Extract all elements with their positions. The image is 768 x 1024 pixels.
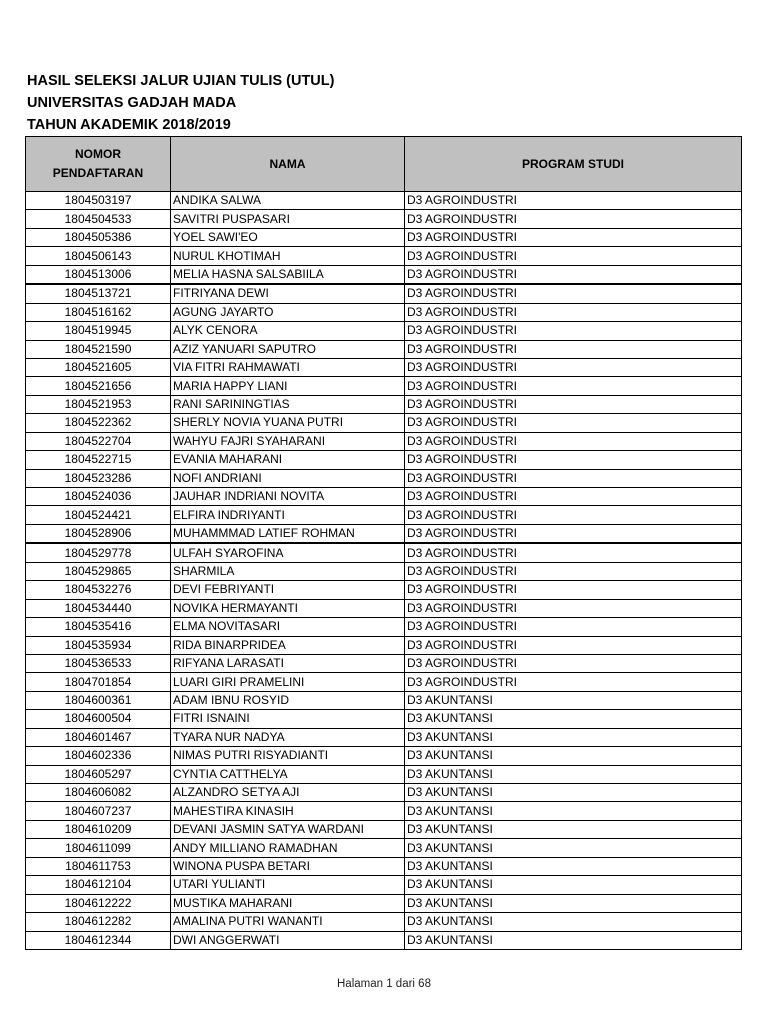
table-row: [26, 432, 742, 450]
cell-nama: VIA FITRI RAHMAWATI: [171, 358, 405, 376]
table-row: [26, 784, 742, 802]
cell-nomor-pendaftaran: 1804611099: [26, 839, 171, 857]
cell-nomor-pendaftaran: 1804600361: [26, 691, 171, 709]
cell-program-studi: D3 AGROINDUSTRI: [405, 432, 742, 450]
cell-nama: NURUL KHOTIMAH: [171, 247, 405, 265]
cell-program-studi: D3 AGROINDUSTRI: [405, 265, 742, 284]
cell-program-studi: D3 AGROINDUSTRI: [405, 414, 742, 432]
table-row: [26, 228, 742, 246]
table-row: [26, 377, 742, 395]
table-row: [26, 265, 742, 284]
cell-nomor-pendaftaran: 1804519945: [26, 322, 171, 340]
table-row: [26, 340, 742, 358]
cell-nama: DEVI FEBRIYANTI: [171, 581, 405, 599]
cell-nama: WAHYU FAJRI SYAHARANI: [171, 432, 405, 450]
table-row: [26, 469, 742, 487]
table-row: [26, 710, 742, 728]
cell-program-studi: D3 AKUNTANSI: [405, 876, 742, 894]
table-row: [26, 857, 742, 875]
cell-program-studi: D3 AKUNTANSI: [405, 691, 742, 709]
cell-nama: LUARI GIRI PRAMELINI: [171, 673, 405, 691]
cell-nomor-pendaftaran: 1804513721: [26, 284, 171, 303]
cell-nama: NIMAS PUTRI RISYADIANTI: [171, 747, 405, 765]
cell-program-studi: D3 AKUNTANSI: [405, 710, 742, 728]
table-row: [26, 931, 742, 949]
table-row: [26, 618, 742, 636]
cell-program-studi: D3 AKUNTANSI: [405, 857, 742, 875]
table-row: [26, 488, 742, 506]
table-row: [26, 599, 742, 617]
cell-nama: ELMA NOVITASARI: [171, 618, 405, 636]
table-row: [26, 802, 742, 820]
cell-nomor-pendaftaran: 1804516162: [26, 303, 171, 321]
cell-program-studi: D3 AGROINDUSTRI: [405, 654, 742, 672]
cell-nomor-pendaftaran: 1804612104: [26, 876, 171, 894]
cell-nama: CYNTIA CATTHELYA: [171, 765, 405, 783]
cell-nama: RIFYANA LARASATI: [171, 654, 405, 672]
table-row: [26, 728, 742, 746]
table-row: [26, 562, 742, 580]
cell-program-studi: D3 AGROINDUSTRI: [405, 210, 742, 228]
cell-nama: AMALINA PUTRI WANANTI: [171, 913, 405, 931]
table-row: [26, 636, 742, 654]
cell-program-studi: D3 AKUNTANSI: [405, 784, 742, 802]
cell-program-studi: D3 AGROINDUSTRI: [405, 673, 742, 691]
table-row: [26, 210, 742, 228]
table-row: [26, 247, 742, 265]
cell-program-studi: D3 AGROINDUSTRI: [405, 322, 742, 340]
cell-program-studi: D3 AKUNTANSI: [405, 913, 742, 931]
cell-nama: EVANIA MAHARANI: [171, 451, 405, 469]
cell-nama: SAVITRI PUSPASARI: [171, 210, 405, 228]
cell-program-studi: D3 AKUNTANSI: [405, 839, 742, 857]
cell-nama: ULFAH SYAROFINA: [171, 543, 405, 562]
cell-nomor-pendaftaran: 1804612222: [26, 894, 171, 912]
table-row: [26, 581, 742, 599]
cell-nomor-pendaftaran: 1804611753: [26, 857, 171, 875]
cell-nama: ANDY MILLIANO RAMADHAN: [171, 839, 405, 857]
cell-program-studi: D3 AGROINDUSTRI: [405, 543, 742, 562]
cell-nomor-pendaftaran: 1804610209: [26, 820, 171, 838]
cell-program-studi: D3 AGROINDUSTRI: [405, 469, 742, 487]
column-header-nomor: NOMOR PENDAFTARAN: [26, 137, 171, 192]
cell-nomor-pendaftaran: 1804701854: [26, 673, 171, 691]
table-row: [26, 322, 742, 340]
cell-nama: MUHAMMMAD LATIEF ROHMAN: [171, 524, 405, 543]
cell-nama: ANDIKA SALWA: [171, 192, 405, 210]
cell-program-studi: D3 AGROINDUSTRI: [405, 599, 742, 617]
cell-nomor-pendaftaran: 1804513006: [26, 265, 171, 284]
cell-program-studi: D3 AGROINDUSTRI: [405, 340, 742, 358]
table-row: [26, 192, 742, 210]
cell-nama: WINONA PUSPA BETARI: [171, 857, 405, 875]
cell-nomor-pendaftaran: 1804529778: [26, 543, 171, 562]
cell-nomor-pendaftaran: 1804528906: [26, 524, 171, 543]
cell-program-studi: D3 AGROINDUSTRI: [405, 488, 742, 506]
cell-nomor-pendaftaran: 1804602336: [26, 747, 171, 765]
document-title-block: [27, 70, 747, 136]
cell-program-studi: D3 AGROINDUSTRI: [405, 618, 742, 636]
cell-nama: ADAM IBNU ROSYID: [171, 691, 405, 709]
cell-program-studi: D3 AGROINDUSTRI: [405, 377, 742, 395]
cell-nomor-pendaftaran: 1804521605: [26, 358, 171, 376]
table-row: [26, 894, 742, 912]
cell-program-studi: D3 AGROINDUSTRI: [405, 247, 742, 265]
cell-nomor-pendaftaran: 1804534440: [26, 599, 171, 617]
title-line-3: TAHUN AKADEMIK 2018/2019: [27, 117, 231, 133]
cell-nama: ALZANDRO SETYA AJI: [171, 784, 405, 802]
cell-nama: ALYK CENORA: [171, 322, 405, 340]
cell-nama: FITRIYANA DEWI: [171, 284, 405, 303]
table-row: [26, 524, 742, 543]
cell-nomor-pendaftaran: 1804601467: [26, 728, 171, 746]
cell-nama: NOVIKA HERMAYANTI: [171, 599, 405, 617]
cell-program-studi: D3 AKUNTANSI: [405, 931, 742, 949]
cell-nomor-pendaftaran: 1804521953: [26, 395, 171, 413]
cell-program-studi: D3 AGROINDUSTRI: [405, 506, 742, 524]
cell-nomor-pendaftaran: 1804521656: [26, 377, 171, 395]
table-row: [26, 820, 742, 838]
cell-nomor-pendaftaran: 1804536533: [26, 654, 171, 672]
cell-nomor-pendaftaran: 1804503197: [26, 192, 171, 210]
cell-nama: MAHESTIRA KINASIH: [171, 802, 405, 820]
cell-program-studi: D3 AKUNTANSI: [405, 802, 742, 820]
column-header-program-studi: PROGRAM STUDI: [405, 137, 742, 192]
title-line-1: HASIL SELEKSI JALUR UJIAN TULIS (UTUL): [27, 73, 335, 89]
cell-program-studi: D3 AGROINDUSTRI: [405, 358, 742, 376]
table-header-row: [26, 137, 742, 192]
table-row: [26, 691, 742, 709]
cell-nama: AGUNG JAYARTO: [171, 303, 405, 321]
cell-nomor-pendaftaran: 1804606082: [26, 784, 171, 802]
results-table: [25, 136, 742, 950]
cell-nama: NOFI ANDRIANI: [171, 469, 405, 487]
cell-program-studi: D3 AGROINDUSTRI: [405, 284, 742, 303]
cell-nomor-pendaftaran: 1804600504: [26, 710, 171, 728]
cell-nama: MUSTIKA MAHARANI: [171, 894, 405, 912]
cell-nomor-pendaftaran: 1804522362: [26, 414, 171, 432]
page-number: Halaman 1 dari 68: [337, 978, 431, 990]
cell-nama: DEVANI JASMIN SATYA WARDANI: [171, 820, 405, 838]
cell-program-studi: D3 AKUNTANSI: [405, 728, 742, 746]
cell-nomor-pendaftaran: 1804529865: [26, 562, 171, 580]
cell-nama: SHERLY NOVIA YUANA PUTRI: [171, 414, 405, 432]
table-row: [26, 303, 742, 321]
cell-nomor-pendaftaran: 1804532276: [26, 581, 171, 599]
cell-program-studi: D3 AGROINDUSTRI: [405, 395, 742, 413]
cell-nama: ELFIRA INDRIYANTI: [171, 506, 405, 524]
cell-program-studi: D3 AGROINDUSTRI: [405, 303, 742, 321]
cell-nama: SHARMILA: [171, 562, 405, 580]
cell-nama: JAUHAR INDRIANI NOVITA: [171, 488, 405, 506]
cell-nama: MELIA HASNA SALSABIILA: [171, 265, 405, 284]
cell-nama: AZIZ YANUARI SAPUTRO: [171, 340, 405, 358]
cell-nomor-pendaftaran: 1804524421: [26, 506, 171, 524]
cell-program-studi: D3 AGROINDUSTRI: [405, 451, 742, 469]
table-row: [26, 414, 742, 432]
cell-nomor-pendaftaran: 1804524036: [26, 488, 171, 506]
cell-nomor-pendaftaran: 1804521590: [26, 340, 171, 358]
cell-nomor-pendaftaran: 1804612344: [26, 931, 171, 949]
cell-program-studi: D3 AKUNTANSI: [405, 765, 742, 783]
cell-program-studi: D3 AKUNTANSI: [405, 820, 742, 838]
cell-nomor-pendaftaran: 1804504533: [26, 210, 171, 228]
cell-nomor-pendaftaran: 1804522704: [26, 432, 171, 450]
cell-nomor-pendaftaran: 1804522715: [26, 451, 171, 469]
cell-nama: YOEL SAWI'EO: [171, 228, 405, 246]
cell-program-studi: D3 AKUNTANSI: [405, 747, 742, 765]
title-line-2: UNIVERSITAS GADJAH MADA: [27, 95, 237, 111]
cell-program-studi: D3 AGROINDUSTRI: [405, 581, 742, 599]
table-row: [26, 876, 742, 894]
cell-nama: RIDA BINARPRIDEA: [171, 636, 405, 654]
cell-nomor-pendaftaran: 1804605297: [26, 765, 171, 783]
cell-program-studi: D3 AGROINDUSTRI: [405, 192, 742, 210]
cell-program-studi: D3 AGROINDUSTRI: [405, 228, 742, 246]
cell-nomor-pendaftaran: 1804535416: [26, 618, 171, 636]
table-row: [26, 543, 742, 562]
table-row: [26, 673, 742, 691]
cell-nama: DWI ANGGERWATI: [171, 931, 405, 949]
table-row: [26, 747, 742, 765]
table-row: [26, 654, 742, 672]
table-row: [26, 358, 742, 376]
table-row: [26, 913, 742, 931]
cell-nomor-pendaftaran: 1804607237: [26, 802, 171, 820]
cell-nomor-pendaftaran: 1804612282: [26, 913, 171, 931]
table-row: [26, 451, 742, 469]
cell-nama: RANI SARININGTIAS: [171, 395, 405, 413]
table-row: [26, 765, 742, 783]
cell-nama: UTARI YULIANTI: [171, 876, 405, 894]
cell-nama: MARIA HAPPY LIANI: [171, 377, 405, 395]
cell-nomor-pendaftaran: 1804535934: [26, 636, 171, 654]
cell-program-studi: D3 AKUNTANSI: [405, 894, 742, 912]
cell-nomor-pendaftaran: 1804523286: [26, 469, 171, 487]
table-row: [26, 395, 742, 413]
cell-program-studi: D3 AGROINDUSTRI: [405, 562, 742, 580]
table-row: [26, 839, 742, 857]
column-header-nama: NAMA: [171, 137, 405, 192]
cell-nomor-pendaftaran: 1804505386: [26, 228, 171, 246]
table-row: [26, 506, 742, 524]
table-row: [26, 284, 742, 303]
cell-program-studi: D3 AGROINDUSTRI: [405, 524, 742, 543]
cell-nama: TYARA NUR NADYA: [171, 728, 405, 746]
table-body: [26, 192, 742, 950]
cell-nomor-pendaftaran: 1804506143: [26, 247, 171, 265]
cell-program-studi: D3 AGROINDUSTRI: [405, 636, 742, 654]
cell-nama: FITRI ISNAINI: [171, 710, 405, 728]
